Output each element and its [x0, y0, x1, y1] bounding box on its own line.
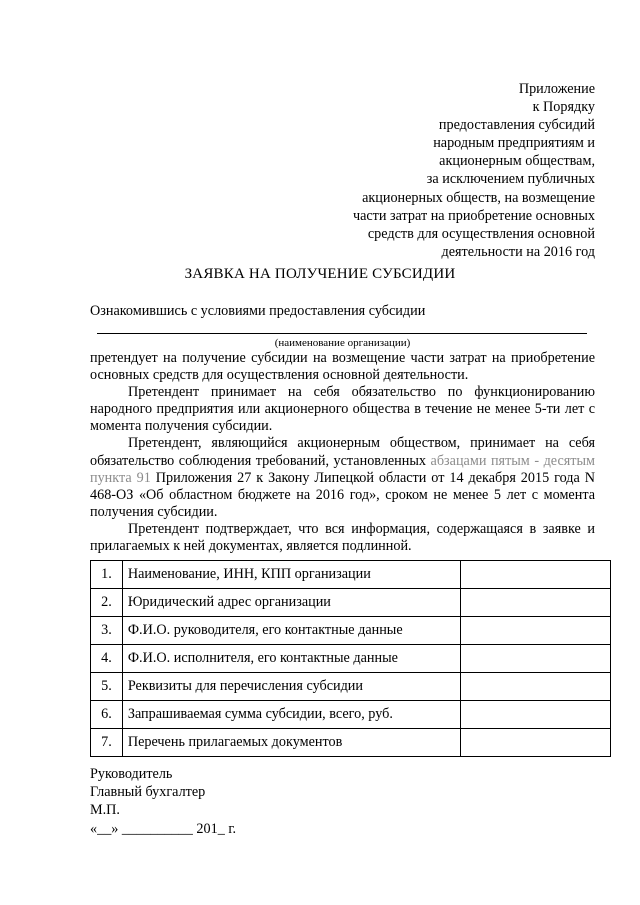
row-number: 4.: [91, 645, 123, 673]
table-row: [91, 673, 611, 701]
appendix-line: народным предприятиям и: [433, 135, 595, 152]
table-row: [91, 729, 611, 757]
row-label: Запрашиваемая сумма субсидии, всего, руб.: [122, 701, 460, 729]
accountant-signature-label: Главный бухгалтер: [90, 784, 206, 801]
law-reference-link[interactable]: абзацами пятым - десятым пункта 91: [90, 452, 595, 486]
row-value-cell[interactable]: [461, 589, 611, 617]
appendix-line: средств для осуществления основной: [367, 225, 595, 242]
signature-block: [90, 765, 236, 838]
row-value-cell[interactable]: [461, 561, 611, 589]
body-text: [90, 350, 595, 555]
intro-text: Ознакомившись с условиями предоставления субсидии: [90, 303, 426, 319]
org-name-line: [97, 333, 587, 334]
row-number: 6.: [91, 701, 123, 729]
table-row: [91, 617, 611, 645]
stamp-label: М.П.: [90, 802, 120, 819]
date-line: «__» __________ 201_ г.: [90, 820, 237, 837]
row-value-cell[interactable]: [461, 673, 611, 701]
row-number: 5.: [91, 673, 123, 701]
appendix-line: за исключением публичных: [426, 171, 595, 188]
row-label: Реквизиты для перечисления субсидии: [122, 673, 460, 701]
appendix-line: к Порядку: [532, 99, 595, 116]
table-row: [91, 701, 611, 729]
row-value-cell[interactable]: [461, 645, 611, 673]
application-table: [90, 560, 611, 757]
table-row: [91, 561, 611, 589]
paragraph-confirmation: Претендент подтверждает, что вся информация, содержащаяся в заявке и прилагаемых к ней документах, является подлинной.: [90, 520, 595, 555]
document-title: ЗАЯВКА НА ПОЛУЧЕНИЕ СУБСИДИИ: [184, 266, 456, 282]
org-name-caption: (наименование организации): [274, 337, 411, 349]
appendix-line: части затрат на приобретение основных: [352, 207, 595, 224]
row-label: Перечень прилагаемых документов: [122, 729, 460, 757]
row-value-cell[interactable]: [461, 729, 611, 757]
row-number: 2.: [91, 589, 123, 617]
appendix-line: акционерным обществам,: [439, 153, 595, 170]
appendix-line: акционерных обществ, на возмещение: [362, 189, 595, 206]
head-signature-label: Руководитель: [90, 766, 173, 782]
paragraph-claim: претендует на получение субсидии на возмещение части затрат на приобретение основных средств для осуществления основной деятельности.: [90, 350, 595, 384]
row-number: 1.: [91, 561, 123, 589]
table-row: [91, 645, 611, 673]
paragraph-requirements: [90, 435, 595, 520]
table-row: [91, 589, 611, 617]
row-value-cell[interactable]: [461, 617, 611, 645]
row-label: Наименование, ИНН, КПП организации: [122, 561, 460, 589]
row-label: Ф.И.О. руководителя, его контактные данные: [122, 617, 460, 645]
row-label: Ф.И.О. исполнителя, его контактные данные: [122, 645, 460, 673]
row-number: 3.: [91, 617, 123, 645]
paragraph-obligation: Претендент принимает на себя обязательство по функционированию народного предприятия или акционерного общества в течение не менее 5-ти лет с момента получения субсидии.: [90, 384, 595, 435]
row-value-cell[interactable]: [461, 701, 611, 729]
row-number: 7.: [91, 729, 123, 757]
appendix-header: [353, 80, 595, 261]
appendix-line: Приложение: [518, 81, 595, 97]
appendix-line: деятельности на 2016 год: [441, 243, 595, 260]
appendix-line: предоставления субсидий: [438, 117, 595, 134]
paragraph-requirements-start: Претендент, являющийся акционерным обществом, принимает на себя обязательство соблюдения требований, установленных: [90, 435, 595, 469]
paragraph-requirements-end: Приложения 27 к Закону Липецкой области от 14 декабря 2015 года N 468-ОЗ «Об областном бюджете на 2016 год», сроком не менее 5 лет с момента получения субсидии.: [90, 469, 596, 520]
row-label: Юридический адрес организации: [122, 589, 460, 617]
